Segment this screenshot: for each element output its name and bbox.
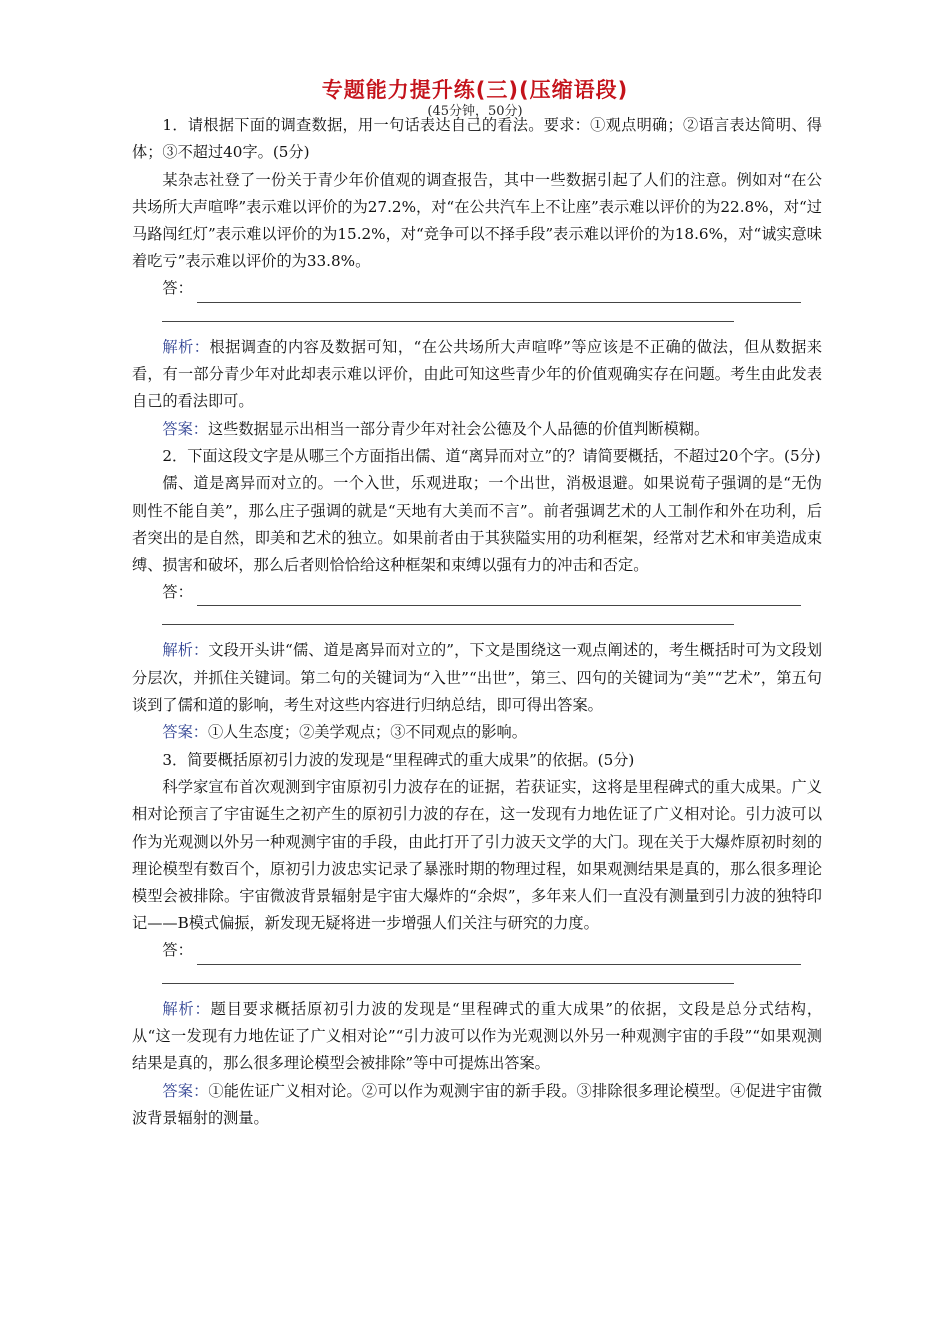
question-prompt: 1．请根据下面的调查数据，用一句话表达自己的看法。要求：①观点明确；②语言表达简明、得体；③不超过40字。(5分) [132, 116, 822, 162]
answer-label: 答： [162, 583, 193, 602]
question-1 [132, 112, 822, 443]
page-title: 专题能力提升练(三)(压缩语段) [321, 78, 629, 102]
analysis-text: 根据调查的内容及数据可知，“在公共场所大声喧哗”等应该是不正确的做法，但从数据来看，有一部分青少年对此却表示难以评价，由此可知这些青少年的价值观确实存在问题。考生由此发表自己的看法即可。 [132, 337, 823, 411]
key-paragraph [132, 1078, 822, 1133]
analysis-text: 题目要求概括原初引力波的发现是“里程碑式的重大成果”的依据，文段是总分式结构，从“这一发现有力地佐证了广义相对论”“引力波可以作为光观测以外另一种观测宇宙的手段”“如果观测结果是真的，那么很多理论模型会被排除”等中可提炼出答案。 [132, 999, 823, 1073]
page-subtitle: (45分钟，50分) [427, 104, 523, 119]
answer-line-2 [162, 610, 734, 625]
question-3 [132, 747, 822, 1133]
answer-blank[interactable] [132, 938, 822, 965]
answer-label: 答： [162, 279, 193, 298]
key-label: 答案： [162, 723, 208, 742]
answer-line [197, 946, 801, 965]
key-text: ①人生态度；②美学观点；③不同观点的影响。 [207, 723, 527, 742]
answer-blank[interactable] [132, 276, 822, 303]
analysis-paragraph [132, 334, 822, 416]
question-material: 某杂志社登了一份关于青少年价值观的调查报告，其中一些数据引起了人们的注意。例如对“在公共场所大声喧哗”表示难以评价的为27.2%，对“在公共汽车上不让座”表示难以评价的为22.8%，对“过马路闯红灯”表示难以评价的为15.2%，对“竞争可以不择手段”表示难以评价的为18.6%，对“诚实意味着吃亏”表示难以评价的为33.8%。 [132, 170, 822, 271]
answer-line [197, 587, 801, 606]
question-2 [132, 443, 822, 747]
analysis-label: 解析： [162, 337, 210, 356]
answer-line-2 [162, 969, 734, 984]
answer-label: 答： [162, 941, 193, 960]
answer-line [197, 284, 801, 303]
analysis-paragraph [132, 637, 822, 719]
analysis-label: 解析： [162, 999, 211, 1018]
question-prompt: 2．下面这段文字是从哪三个方面指出儒、道“离异而对立”的？请简要概括，不超过20个字。(5分) [162, 446, 821, 465]
answer-line-2 [162, 307, 734, 322]
question-prompt: 3．简要概括原初引力波的发现是“里程碑式的重大成果”的依据。(5分) [162, 750, 635, 769]
key-paragraph [132, 719, 822, 746]
question-material: 科学家宣布首次观测到宇宙原初引力波存在的证据，若获证实，这将是里程碑式的重大成果。广义相对论预言了宇宙诞生之初产生的原初引力波的存在，这一发现有力地佐证了广义相对论。引力波可以作为光观测以外另一种观测宇宙的手段，由此打开了引力波天文学的大门。现在关于大爆炸原初时刻的理论模型有数百个，原初引力波忠实记录了暴涨时期的物理过程，如果观测结果是真的，那么很多理论模型会被排除。宇宙微波背景辐射是宇宙大爆炸的“余烬”，多年来人们一直没有测量到引力波的独特印记——B模式偏振，新发现无疑将进一步增强人们关注与研究的力度。 [132, 777, 822, 933]
key-label: 答案： [162, 419, 208, 438]
document-body [132, 112, 822, 1132]
key-label: 答案： [162, 1081, 209, 1100]
key-paragraph [132, 416, 822, 443]
analysis-paragraph [132, 996, 822, 1078]
analysis-text: 文段开头讲“儒、道是离异而对立的”，下文是围绕这一观点阐述的，考生概括时可为文段划分层次，并抓住关键词。第二句的关键词为“入世”“出世”，第三、四句的关键词为“美”“艺术”，第五句谈到了儒和道的影响，考生对这些内容进行归纳总结，即可得出答案。 [132, 641, 823, 715]
key-text: ①能佐证广义相对论。②可以作为观测宇宙的新手段。③排除很多理论模型。④促进宇宙微波背景辐射的测量。 [132, 1081, 823, 1127]
answer-blank[interactable] [132, 579, 822, 606]
key-text: 这些数据显示出相当一部分青少年对社会公德及个人品德的价值判断模糊。 [207, 419, 710, 438]
question-material: 儒、道是离异而对立的。一个入世，乐观进取；一个出世，消极退避。如果说荀子强调的是“无伪则性不能自美”，那么庄子强调的就是“天地有大美而不言”。前者强调艺术的人工制作和外在功利，后者突出的是自然，即美和艺术的独立。如果前者由于其狭隘实用的功利框架，经常对艺术和审美造成束缚、损害和破坏，那么后者则恰恰给这种框架和束缚以强有力的冲击和否定。 [132, 474, 822, 575]
analysis-label: 解析： [162, 641, 209, 660]
